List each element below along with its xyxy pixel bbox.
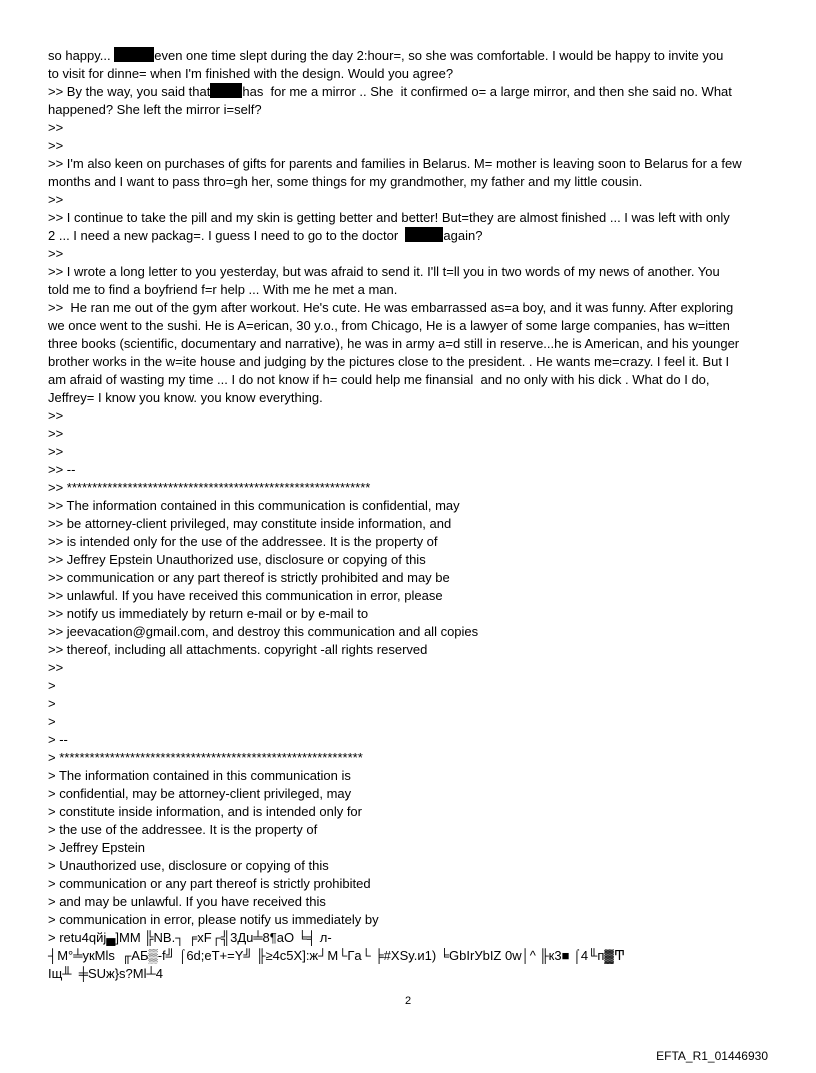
text-segment: >> jeevacation@gmail.com, and destroy this communication and all copies xyxy=(48,624,479,639)
email-body xyxy=(48,47,778,983)
text-segment: > constitute inside information, and is intended only for xyxy=(48,804,362,819)
text-segment: >> ************************************************************ xyxy=(48,480,371,495)
text-line xyxy=(48,911,778,929)
text-line xyxy=(48,191,778,209)
text-segment: >> I continue to take the pill and my skin is getting better and better! But=they are almost finished ... I was left with only xyxy=(48,210,730,225)
text-line xyxy=(48,659,778,677)
text-segment: >> I wrote a long letter to you yesterday, but was afraid to send it. I'll t=ll you in two words of my news of another. You xyxy=(48,264,720,279)
bates-number: EFTA_R1_01446930 xyxy=(656,1049,768,1063)
text-line xyxy=(48,425,778,443)
redaction-block xyxy=(210,83,242,98)
text-line xyxy=(48,821,778,839)
text-segment: Jeffrey= I know you know. you know everything. xyxy=(48,390,323,405)
text-line xyxy=(48,929,778,947)
text-segment: > and may be unlawful. If you have received this xyxy=(48,894,326,909)
text-line xyxy=(48,677,778,695)
text-segment: to visit for dinne= when I'm finished with the design. Would you agree? xyxy=(48,66,454,81)
text-line xyxy=(48,155,778,173)
text-line xyxy=(48,749,778,767)
text-line xyxy=(48,227,778,245)
text-line xyxy=(48,569,778,587)
redaction-block xyxy=(114,47,154,62)
text-segment: > confidential, may be attorney-client privileged, may xyxy=(48,786,352,801)
text-segment: >> thereof, including all attachments. copyright -all rights reserved xyxy=(48,642,428,657)
text-segment: >> xyxy=(48,408,64,423)
text-segment: >> xyxy=(48,120,64,135)
redaction-block xyxy=(405,227,443,242)
text-line xyxy=(48,497,778,515)
text-segment: >> -- xyxy=(48,462,76,477)
text-line xyxy=(48,515,778,533)
text-segment: ┤M°╧укMls ╓АБ▒-f╝ ⌠6d;eT+=Y╝ ╟≥4c5X]:ж┘M└Гa└ ╞#XSy.и1) ╘GbIrУbIZ 0w│^ ╟к3■ ⌠4╙п▓Ͳ xyxy=(48,948,626,963)
text-line xyxy=(48,605,778,623)
text-line xyxy=(48,785,778,803)
text-line xyxy=(48,893,778,911)
text-line xyxy=(48,353,778,371)
text-segment: >> notify us immediately by return e-mail or by e-mail to xyxy=(48,606,369,621)
text-segment: three books (scientific, documentary and narrative), he was in army a=d still in reserve...he is American, and his younger xyxy=(48,336,740,351)
text-line xyxy=(48,767,778,785)
text-line xyxy=(48,245,778,263)
text-segment: >> I'm also keen on purchases of gifts for parents and families in Belarus. M= mother is leaving soon to Belarus for a few xyxy=(48,156,742,171)
text-line xyxy=(48,137,778,155)
text-line xyxy=(48,47,778,65)
text-segment: >> He ran me out of the gym after workout. He's cute. He was embarrassed as=a boy, and it was funny. After exploring xyxy=(48,300,734,315)
text-line xyxy=(48,263,778,281)
text-line xyxy=(48,803,778,821)
text-line xyxy=(48,623,778,641)
text-segment: >> xyxy=(48,192,64,207)
text-line xyxy=(48,101,778,119)
text-line xyxy=(48,299,778,317)
text-line xyxy=(48,695,778,713)
text-segment: > xyxy=(48,714,56,729)
text-segment: > The information contained in this communication is xyxy=(48,768,351,783)
text-line xyxy=(48,335,778,353)
text-segment: > xyxy=(48,696,56,711)
text-line xyxy=(48,587,778,605)
text-segment: > xyxy=(48,678,56,693)
text-segment: we once went to the sushi. He is A=erican, 30 y.o., from Chicago, He is a lawyer of some large companies, has w=itten xyxy=(48,318,730,333)
text-line xyxy=(48,371,778,389)
text-line xyxy=(48,119,778,137)
text-segment: brother works in the w=ite house and judging by the pictures close to the president. . He wants me=crazy. I feel it. But I xyxy=(48,354,730,369)
text-line xyxy=(48,713,778,731)
text-line xyxy=(48,641,778,659)
text-line xyxy=(48,461,778,479)
text-line xyxy=(48,839,778,857)
text-segment: 2 ... I need a new packag=. I guess I need to go to the doctor xyxy=(48,228,406,243)
text-segment: am afraid of wasting my time ... I do not know if h= could help me finansial and no only with his dick . What do I do, xyxy=(48,372,710,387)
text-line xyxy=(48,281,778,299)
text-segment: >> By the way, you said that xyxy=(48,84,211,99)
text-segment: >> be attorney-client privileged, may constitute inside information, and xyxy=(48,516,452,531)
text-line xyxy=(48,875,778,893)
text-segment: >> xyxy=(48,660,64,675)
text-segment: >> is intended only for the use of the addressee. It is the property of xyxy=(48,534,438,549)
text-segment: >> xyxy=(48,426,64,441)
text-segment: >> xyxy=(48,138,64,153)
text-line xyxy=(48,947,778,965)
text-segment: has for me a mirror .. She it confirmed o= a large mirror, and then she said no. What xyxy=(242,84,732,99)
text-segment: even one time slept during the day 2:hour=, so she was comfortable. I would be happy to invite you xyxy=(154,48,724,63)
text-line xyxy=(48,731,778,749)
text-line xyxy=(48,965,778,983)
text-segment: > Jeffrey Epstein xyxy=(48,840,145,855)
text-segment: told me to find a boyfriend f=r help ... With me he met a man. xyxy=(48,282,398,297)
text-line xyxy=(48,533,778,551)
text-segment: happened? She left the mirror i=self? xyxy=(48,102,262,117)
text-segment: >> xyxy=(48,444,64,459)
text-segment: >> The information contained in this communication is confidential, may xyxy=(48,498,460,513)
text-line xyxy=(48,389,778,407)
page-number: 2 xyxy=(404,995,412,1007)
text-segment: >> xyxy=(48,246,64,261)
text-segment: Iщ╨ ╪SUж}s?Ml┴4 xyxy=(48,966,163,981)
text-line xyxy=(48,407,778,425)
text-segment: > communication in error, please notify us immediately by xyxy=(48,912,379,927)
text-line xyxy=(48,857,778,875)
text-line xyxy=(48,443,778,461)
text-segment: again? xyxy=(443,228,483,243)
text-segment: > Unauthorized use, disclosure or copying of this xyxy=(48,858,329,873)
text-line xyxy=(48,65,778,83)
text-segment: > retu4qйj▄]MM ╠NB.┐ ╒xF┌╣3Дu╧8¶aO ╘╡ л- xyxy=(48,930,332,945)
text-segment: > communication or any part thereof is strictly prohibited xyxy=(48,876,371,891)
text-segment: > -- xyxy=(48,732,68,747)
text-segment: months and I want to pass thro=gh her, some things for my grandmother, my father and my little cousin. xyxy=(48,174,643,189)
text-segment: >> Jeffrey Epstein Unauthorized use, disclosure or copying of this xyxy=(48,552,426,567)
text-segment: so happy... xyxy=(48,48,115,63)
text-segment: >> communication or any part thereof is strictly prohibited and may be xyxy=(48,570,450,585)
text-line xyxy=(48,83,778,101)
text-line xyxy=(48,479,778,497)
text-segment: > ************************************************************ xyxy=(48,750,363,765)
text-line xyxy=(48,173,778,191)
text-line xyxy=(48,551,778,569)
text-line xyxy=(48,317,778,335)
text-line xyxy=(48,209,778,227)
text-segment: > the use of the addressee. It is the property of xyxy=(48,822,318,837)
text-segment: >> unlawful. If you have received this communication in error, please xyxy=(48,588,443,603)
